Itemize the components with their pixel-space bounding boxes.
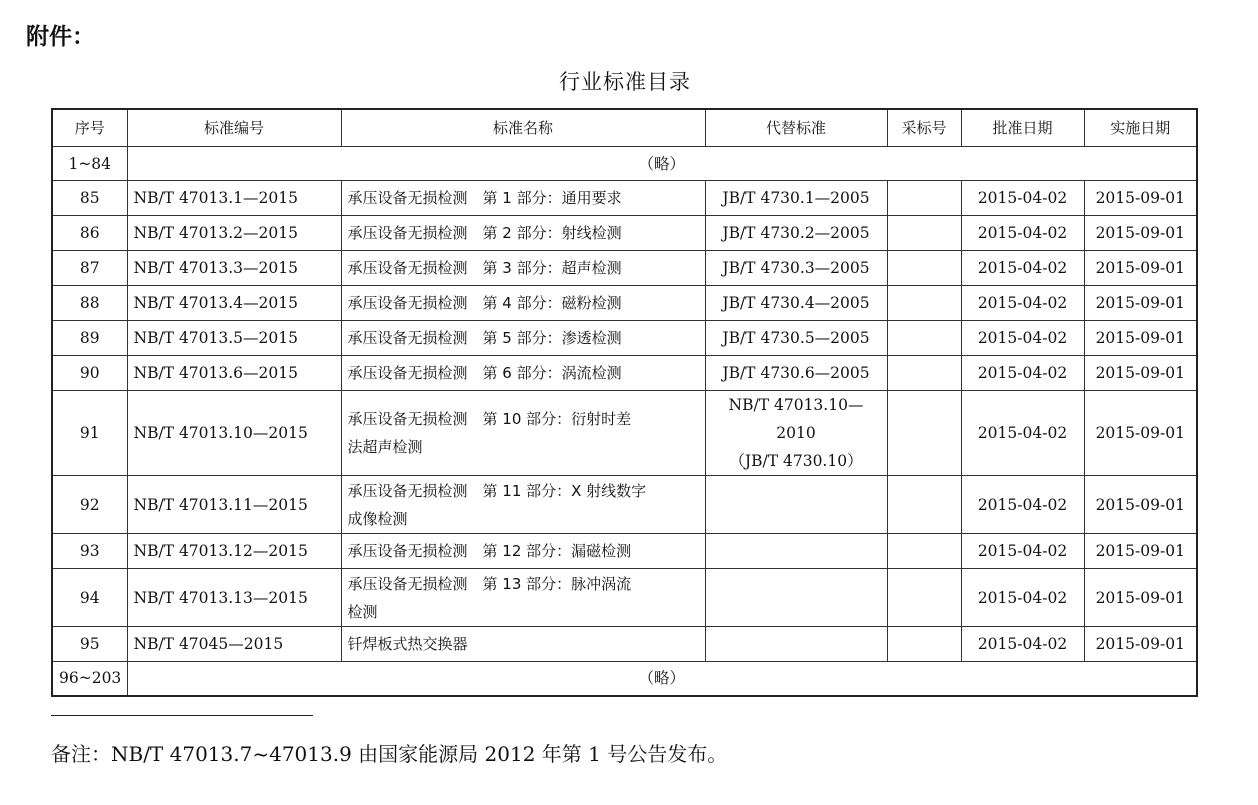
row-effective: 2015-09-01 — [1084, 181, 1197, 216]
table-row — [52, 476, 1197, 534]
row-adopted — [887, 569, 961, 627]
row-effective: 2015-09-01 — [1084, 216, 1197, 251]
header-effective: 实施日期 — [1084, 109, 1197, 147]
row-effective: 2015-09-01 — [1084, 534, 1197, 569]
row-name: 承压设备无损检测 第 5 部分：渗透检测 — [341, 321, 705, 356]
row-adopted — [887, 251, 961, 286]
header-replaces: 代替标准 — [705, 109, 887, 147]
row-name: 承压设备无损检测 第 13 部分：脉冲涡流 检测 — [341, 569, 705, 627]
table-row — [52, 569, 1197, 627]
omitted-row — [52, 662, 1197, 696]
row-no: 93 — [52, 534, 127, 569]
row-replaces: JB/T 4730.6—2005 — [705, 356, 887, 391]
row-no: 88 — [52, 286, 127, 321]
row-replaces: JB/T 4730.5—2005 — [705, 321, 887, 356]
table-row — [52, 216, 1197, 251]
row-approved: 2015-04-02 — [961, 181, 1084, 216]
document-title: 行业标准目录 — [559, 70, 691, 94]
row-adopted — [887, 216, 961, 251]
row-no: 89 — [52, 321, 127, 356]
table-row — [52, 321, 1197, 356]
table-row — [52, 391, 1197, 476]
row-effective: 2015-09-01 — [1084, 356, 1197, 391]
row-adopted — [887, 534, 961, 569]
row-no: 87 — [52, 251, 127, 286]
row-adopted — [887, 391, 961, 476]
row-code: NB/T 47045—2015 — [127, 627, 341, 662]
row-approved: 2015-04-02 — [961, 391, 1084, 476]
attachment-label: 附件： — [26, 24, 95, 50]
row-replaces — [705, 627, 887, 662]
row-adopted — [887, 476, 961, 534]
row-replaces: NB/T 47013.10—2010 （JB/T 4730.10） — [705, 391, 887, 476]
row-code: NB/T 47013.10—2015 — [127, 391, 341, 476]
omitted-range: 1~84 — [52, 147, 127, 181]
row-replaces — [705, 476, 887, 534]
row-approved: 2015-04-02 — [961, 321, 1084, 356]
row-name: 承压设备无损检测 第 6 部分：涡流检测 — [341, 356, 705, 391]
standards-table — [51, 108, 1198, 697]
omitted-text: （略） — [127, 662, 1197, 696]
table-row — [52, 181, 1197, 216]
header-code: 标准编号 — [127, 109, 341, 147]
row-code: NB/T 47013.5—2015 — [127, 321, 341, 356]
footnote-rule — [51, 715, 313, 716]
row-no: 94 — [52, 569, 127, 627]
row-adopted — [887, 181, 961, 216]
header-no: 序号 — [52, 109, 127, 147]
row-code: NB/T 47013.6—2015 — [127, 356, 341, 391]
row-adopted — [887, 321, 961, 356]
row-approved: 2015-04-02 — [961, 251, 1084, 286]
row-replaces: JB/T 4730.1—2005 — [705, 181, 887, 216]
row-code: NB/T 47013.1—2015 — [127, 181, 341, 216]
row-effective: 2015-09-01 — [1084, 569, 1197, 627]
row-code: NB/T 47013.12—2015 — [127, 534, 341, 569]
row-no: 95 — [52, 627, 127, 662]
table-header-row — [52, 109, 1197, 147]
row-replaces — [705, 569, 887, 627]
row-name: 承压设备无损检测 第 4 部分：磁粉检测 — [341, 286, 705, 321]
row-no: 90 — [52, 356, 127, 391]
table-row — [52, 356, 1197, 391]
row-approved: 2015-04-02 — [961, 627, 1084, 662]
row-effective: 2015-09-01 — [1084, 476, 1197, 534]
table-row — [52, 534, 1197, 569]
row-effective: 2015-09-01 — [1084, 251, 1197, 286]
row-code: NB/T 47013.4—2015 — [127, 286, 341, 321]
table-row — [52, 286, 1197, 321]
row-effective: 2015-09-01 — [1084, 391, 1197, 476]
omitted-range: 96~203 — [52, 662, 127, 696]
row-code: NB/T 47013.2—2015 — [127, 216, 341, 251]
header-approved: 批准日期 — [961, 109, 1084, 147]
row-adopted — [887, 356, 961, 391]
table-row — [52, 627, 1197, 662]
row-name: 承压设备无损检测 第 11 部分：X 射线数字 成像检测 — [341, 476, 705, 534]
header-name: 标准名称 — [341, 109, 705, 147]
header-adopted: 采标号 — [887, 109, 961, 147]
row-replaces: JB/T 4730.4—2005 — [705, 286, 887, 321]
row-effective: 2015-09-01 — [1084, 321, 1197, 356]
row-approved: 2015-04-02 — [961, 286, 1084, 321]
row-code: NB/T 47013.11—2015 — [127, 476, 341, 534]
omitted-text: （略） — [127, 147, 1197, 181]
omitted-row — [52, 147, 1197, 181]
row-name: 承压设备无损检测 第 12 部分：漏磁检测 — [341, 534, 705, 569]
row-name: 承压设备无损检测 第 2 部分：射线检测 — [341, 216, 705, 251]
row-approved: 2015-04-02 — [961, 476, 1084, 534]
row-name: 承压设备无损检测 第 3 部分：超声检测 — [341, 251, 705, 286]
row-no: 92 — [52, 476, 127, 534]
footnote: 备注：NB/T 47013.7~47013.9 由国家能源局 2012 年第 1 号公告发布。 — [51, 742, 728, 766]
row-adopted — [887, 286, 961, 321]
row-replaces: JB/T 4730.2—2005 — [705, 216, 887, 251]
row-name: 承压设备无损检测 第 10 部分：衍射时差 法超声检测 — [341, 391, 705, 476]
table-row — [52, 251, 1197, 286]
row-effective: 2015-09-01 — [1084, 286, 1197, 321]
row-approved: 2015-04-02 — [961, 356, 1084, 391]
row-approved: 2015-04-02 — [961, 534, 1084, 569]
row-no: 91 — [52, 391, 127, 476]
row-approved: 2015-04-02 — [961, 216, 1084, 251]
row-adopted — [887, 627, 961, 662]
row-replaces: JB/T 4730.3—2005 — [705, 251, 887, 286]
row-effective: 2015-09-01 — [1084, 627, 1197, 662]
row-replaces — [705, 534, 887, 569]
row-no: 86 — [52, 216, 127, 251]
row-no: 85 — [52, 181, 127, 216]
row-name: 承压设备无损检测 第 1 部分：通用要求 — [341, 181, 705, 216]
row-code: NB/T 47013.3—2015 — [127, 251, 341, 286]
row-approved: 2015-04-02 — [961, 569, 1084, 627]
row-name: 钎焊板式热交换器 — [341, 627, 705, 662]
row-code: NB/T 47013.13—2015 — [127, 569, 341, 627]
